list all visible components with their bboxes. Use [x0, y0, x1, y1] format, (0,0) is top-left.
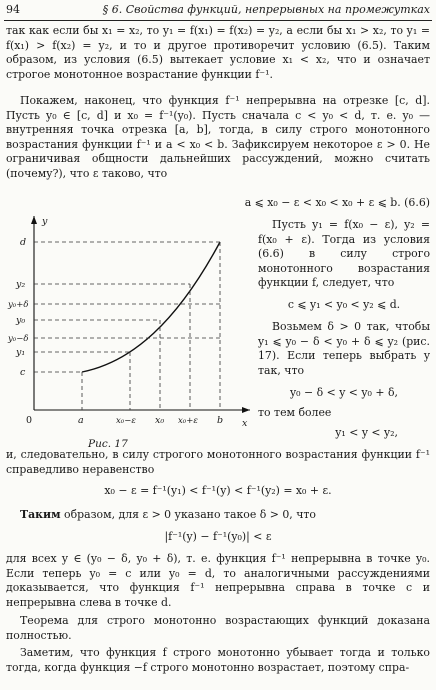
y-tick-d: d [20, 237, 27, 248]
y-axis-arrow-icon [31, 216, 37, 224]
equation-x-inverse: x₀ − ε = f⁻¹(y₁) < f⁻¹(y) < f⁻¹(y₂) = x₀ + ε. [104, 484, 332, 497]
y-axis-label: y [42, 216, 48, 227]
y-tick-y0: y₀ [16, 315, 26, 326]
header-rule [4, 20, 432, 21]
x-tick-b: b [217, 415, 224, 426]
equation-abs: |f⁻¹(y) − f⁻¹(y₀)| < ε [164, 530, 272, 543]
y-tick-c: c [20, 367, 26, 378]
figure-caption: Рис. 17 [88, 438, 128, 450]
y-tick-y1: y₁ [16, 347, 26, 358]
page-number: 94 [6, 3, 20, 16]
y-tick-y0-minus-delta: y₀−δ [8, 334, 29, 344]
function-curve [82, 242, 220, 372]
paragraph-1: так как если бы x₁ = x₂, то y₁ = f(x₁) = f(x₂) = y₂, а если бы x₁ > x₂, то y₁ = f(x₁) > f(x₂) = y₂, и то и другое противоречит условию (6.5). Таким образом, из условия (6.5) вытекает условие x₁ < x₂, что и означает строгое монотонное возрастание функции f⁻¹. [6, 24, 430, 81]
paragraph-9: Теорема для строго монотонно возрастающих функций доказана полностью. [6, 614, 430, 642]
equation-y1-y2: y₁ < y < y₂, [335, 426, 398, 439]
x-tick-a: a [78, 415, 84, 426]
equation-y-bounds: y₀ − δ < y < y₀ + δ, [290, 386, 398, 399]
x-tick-x0-plus-eps: x₀+ε [178, 416, 198, 426]
page-header [6, 3, 430, 19]
paragraph-3: Пусть y₁ = f(x₀ − ε), y₂ = f(x₀ + ε). Тогда из условия (6.6) в силу строго монотонного возрастания функции f, следует, что [258, 218, 430, 290]
paragraph-4: Возьмем δ > 0 так, чтобы y₁ ⩽ y₀ − δ < y₀ + δ ⩽ y₂ (рис. 17). Если теперь выбрать y так, что [258, 320, 430, 377]
figure-17 [8, 212, 252, 440]
paragraph-2: Покажем, наконец, что функция f⁻¹ непрерывна на отрезке [c, d]. Пусть y₀ ∈ [c, d] и x₀ = f⁻¹(y₀). Пусть сначала c < y₀ < d, т. е. y₀ — внутренняя точка отрезка [a, b], тогда, в силу строго монотонного возрастания функции f⁻¹ и a < x₀ < b. Зафиксируем некоторое ε > 0. Не ограничивая общности дальнейших рассуждений, можно считать (почему?), что ε таково, что [6, 94, 430, 180]
x-axis-label: x [242, 418, 248, 429]
x-tick-x0-minus-eps: x₀−ε [116, 416, 136, 426]
origin-label: 0 [26, 415, 33, 426]
x-axis-arrow-icon [242, 407, 250, 413]
running-title: § 6. Свойства функций, непрерывных на промежутках [102, 3, 430, 16]
paragraph-10: Заметим, что функция f строго монотонно убывает тогда и только тогда, когда функция −f строго монотонно возрастает, поэтому спра- [6, 646, 430, 674]
paragraph-6: и, следовательно, в силу строгого монотонного возрастания функции f⁻¹ справедливо неравенство [6, 448, 430, 476]
paragraph-7: Таким образом, для ε > 0 указано такое δ > 0, что [20, 508, 316, 521]
equation-6-6: a ⩽ x₀ − ε < x₀ < x₀ + ε ⩽ b. (6.6) [244, 196, 430, 209]
x-tick-x0: x₀ [155, 415, 165, 426]
y-tick-y0-plus-delta: y₀+δ [8, 300, 29, 310]
y-tick-y2: y₂ [16, 279, 26, 290]
equation-c-d: c ⩽ y₁ < y₀ < y₂ ⩽ d. [287, 298, 401, 311]
paragraph-8: для всех y ∈ (y₀ − δ, y₀ + δ), т. е. функция f⁻¹ непрерывна в точке y₀. Если теперь y₀ = c или y₀ = d, то аналогичными рассуждениями доказывается, что функция f⁻¹ непрерывна справа в точке c и непрерывна слева в точке d. [6, 552, 430, 609]
paragraph-5: то тем более [258, 406, 332, 419]
